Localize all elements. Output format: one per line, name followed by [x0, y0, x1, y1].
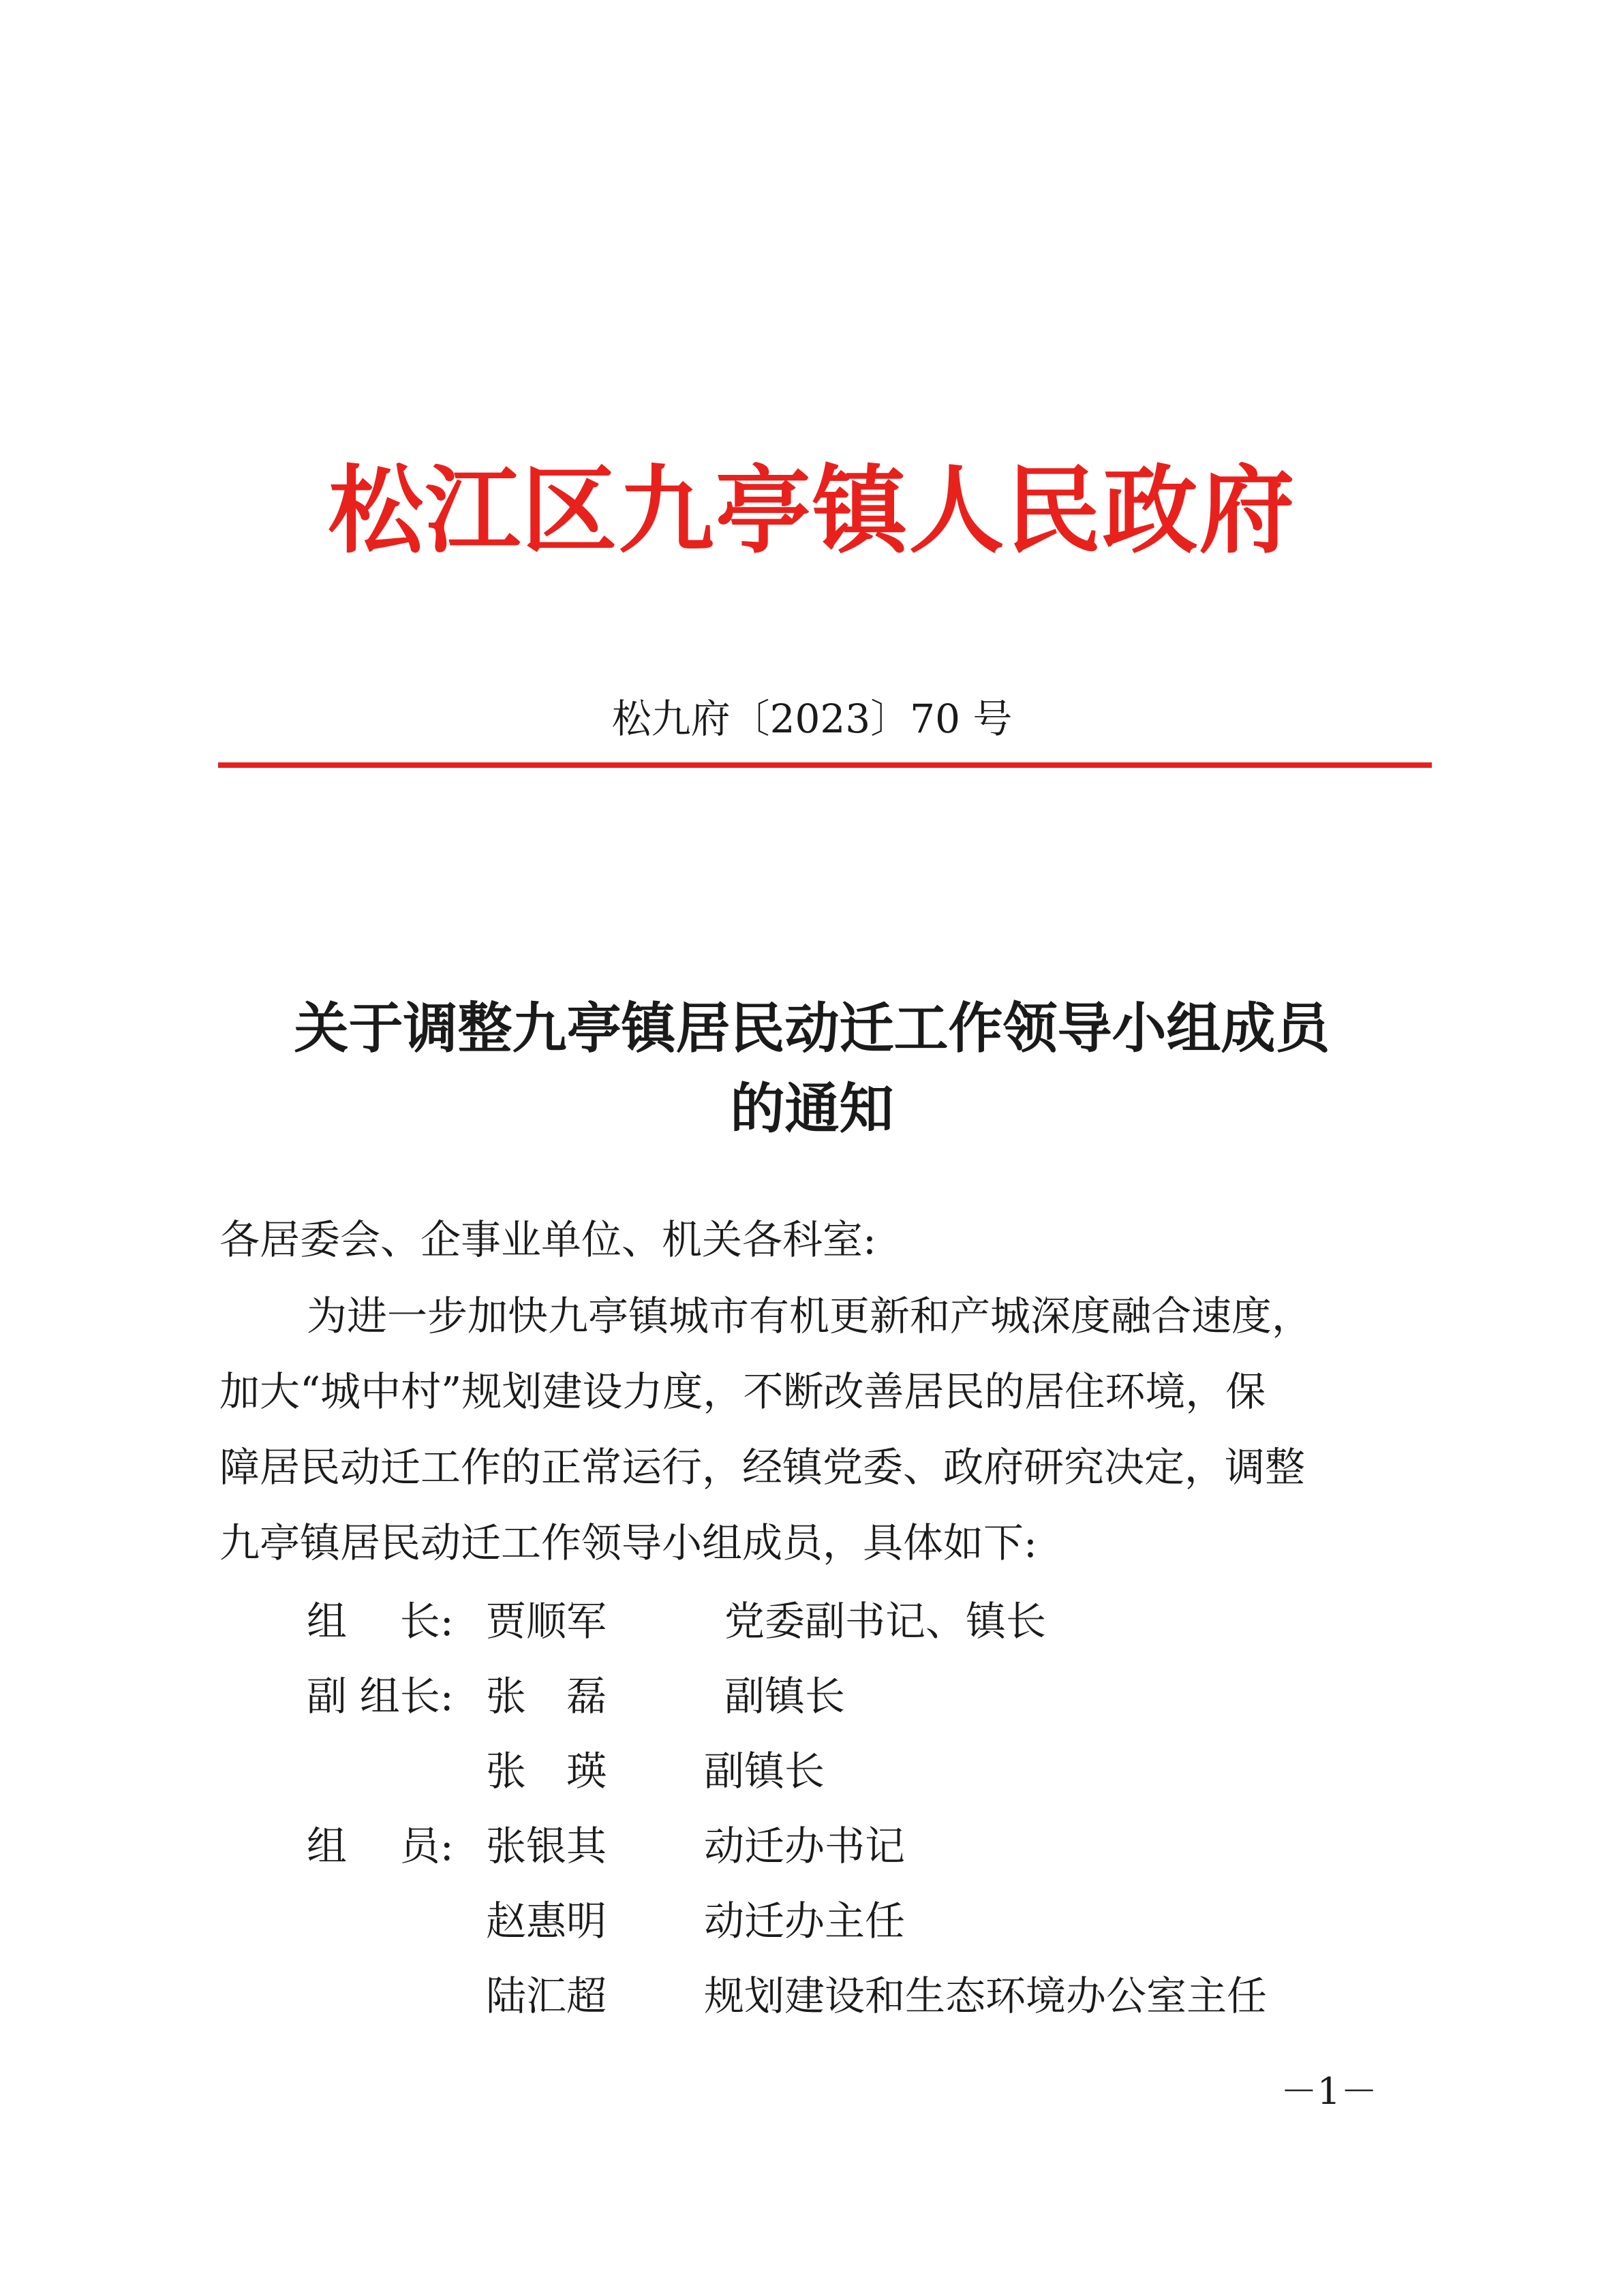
member-role: 组 长: [307, 1598, 454, 1645]
member-role: 副 组长: [307, 1673, 454, 1720]
issuer-header: 松江区九亭镇人民政府 [328, 455, 1296, 567]
member-row [0, 1662, 1624, 1731]
paragraph-line-4: 九亭镇居民动迁工作领导小组成员，具体如下: [219, 1519, 1037, 1566]
red-divider-line [218, 762, 1432, 768]
salutation: 各居委会、企事业单位、机关各科室: [219, 1216, 876, 1263]
member-role: 组 员: [307, 1822, 454, 1870]
paragraph-line-2: 加大“城中村”规划建设力度，不断改善居民的居住环境，保 [219, 1368, 1266, 1415]
document-title-line-2: 的通知 [730, 1076, 894, 1141]
member-row [0, 1962, 1624, 2030]
member-post: 副镇长 [704, 1748, 825, 1795]
member-name: 赵惠明 [486, 1897, 607, 1944]
page-number: －1－ [1280, 2070, 1378, 2113]
document-number: 松九府〔2023〕70 号 [611, 696, 1013, 742]
document-title-line-1: 关于调整九亭镇居民动迁工作领导小组成员 [294, 996, 1330, 1060]
member-post: 党委副书记、镇长 [724, 1598, 1047, 1645]
document-title [177, 988, 1447, 1151]
member-post: 规划建设和生态环境办公室主任 [704, 1972, 1268, 2019]
member-post: 副镇长 [724, 1673, 846, 1720]
member-name: 张 瑛 [486, 1748, 607, 1795]
member-row [0, 1887, 1624, 1955]
member-name: 张银其 [486, 1822, 607, 1870]
paragraph-line-3: 障居民动迁工作的正常运行，经镇党委、政府研究决定，调整 [219, 1444, 1306, 1491]
member-row [0, 1587, 1624, 1656]
member-name: 张 磊 [486, 1673, 607, 1720]
member-post: 动迁办主任 [704, 1897, 906, 1944]
paragraph-line-1: 为进一步加快九亭镇城市有机更新和产城深度融合速度， [307, 1292, 1313, 1339]
member-name: 陆汇超 [486, 1972, 607, 2019]
member-row [0, 1737, 1624, 1805]
member-name: 贾顺军 [486, 1598, 607, 1645]
member-row [0, 1812, 1624, 1880]
member-post: 动迁办书记 [704, 1822, 906, 1870]
